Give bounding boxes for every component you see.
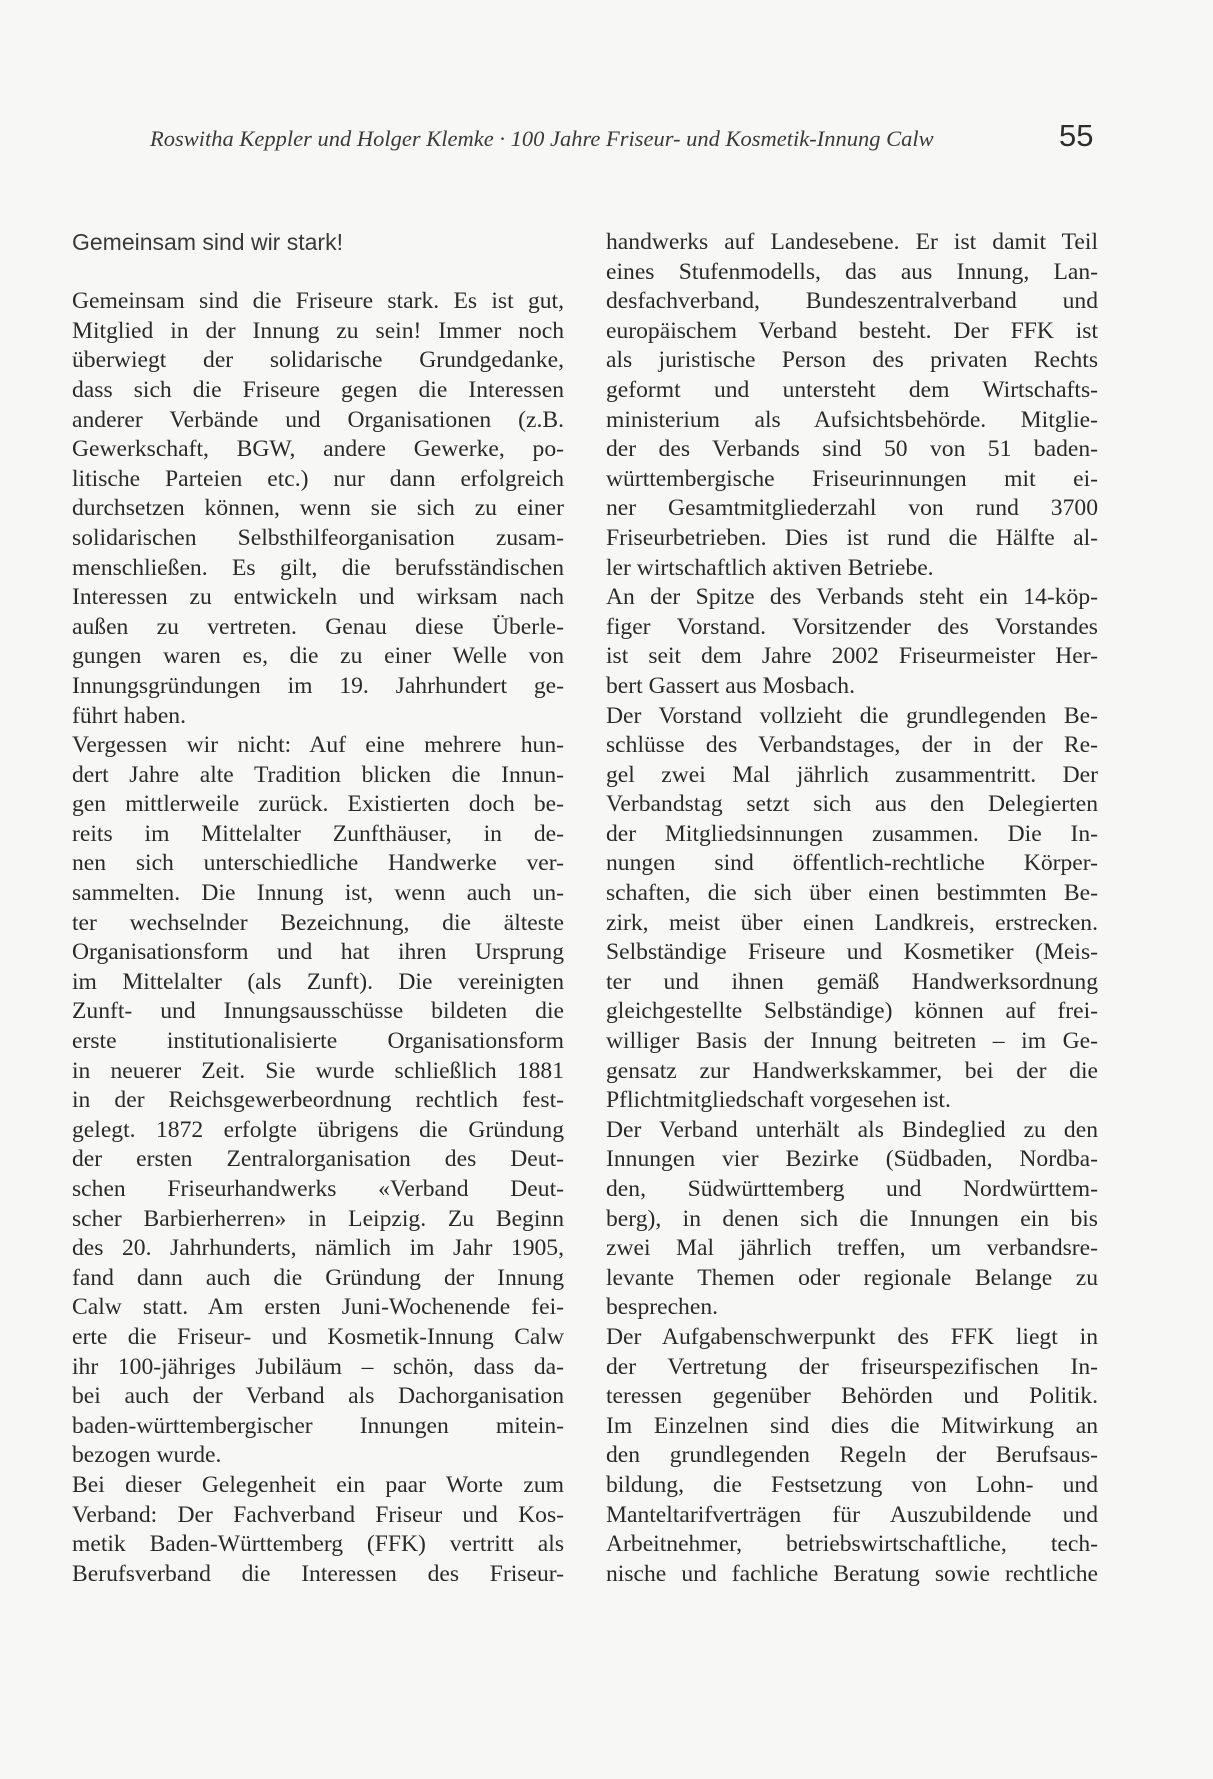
text-line: schaften, die sich über einen bestimmten Be- (606, 880, 1098, 907)
text-line: Friseurbetrieben. Dies ist rund die Hälfte al- (606, 524, 1098, 551)
text-line: gungen waren es, die zu einer Welle von (72, 643, 564, 670)
text-line: der Mitgliedsinnungen zusammen. Die In- (606, 820, 1098, 847)
text-line: menschließen. Es gilt, die berufsständischen (72, 554, 564, 581)
text-line: gensatz zur Handwerkskammer, bei der die (606, 1057, 1098, 1084)
text-line: gen mittlerweile zurück. Existierten doch be- (72, 791, 564, 818)
paragraph (606, 1323, 1098, 1589)
text-line: desfachverband, Bundeszentralverband und (606, 288, 1098, 315)
text-line: der des Verbands sind 50 von 51 baden- (606, 436, 1098, 463)
text-line: reits im Mittelalter Zunfthäuser, in de- (72, 820, 564, 847)
text-line: Im Einzelnen sind dies die Mitwirkung an (606, 1412, 1098, 1439)
text-line: williger Basis der Innung beitreten – im Ge- (606, 1028, 1098, 1055)
text-line: Berufsverband die Interessen des Friseur- (72, 1560, 564, 1587)
text-line: der ersten Zentralorganisation des Deut- (72, 1146, 564, 1173)
text-line: Mitglied in der Innung zu sein! Immer noch (72, 317, 564, 344)
paragraph (606, 1116, 1098, 1323)
text-line: schlüsse des Verbandstages, der in der Re- (606, 732, 1098, 759)
text-line: baden-württembergischer Innungen mitein- (72, 1412, 564, 1439)
text-line: der Vertretung der friseurspezifischen In- (606, 1353, 1098, 1380)
text-line: Arbeitnehmer, betriebswirtschaftliche, tech- (606, 1531, 1098, 1558)
text-line: dert Jahre alte Tradition blicken die Innun- (72, 761, 564, 788)
text-line: in der Reichsgewerbeordnung rechtlich fest- (72, 1087, 564, 1114)
text-line: den grundlegenden Regeln der Berufsaus- (606, 1442, 1098, 1469)
text-line: zirk, meist über einen Landkreis, erstrecken. (606, 909, 1098, 936)
page-number: 55 (1059, 118, 1094, 153)
text-line: Pflichtmitgliedschaft vorgesehen ist. (606, 1087, 951, 1114)
text-line: in neuerer Zeit. Sie wurde schließlich 1881 (72, 1057, 564, 1084)
text-line: handwerks auf Landesebene. Er ist damit Teil (606, 229, 1098, 255)
text-line: führt haben. (72, 702, 186, 729)
text-line: bei auch der Verband als Dachorganisation (72, 1383, 564, 1410)
text-line: schen Friseurhandwerks «Verband Deut- (72, 1176, 564, 1202)
text-line: erste institutionalisierte Organisationsform (72, 1028, 564, 1055)
text-line: Gewerkschaft, BGW, andere Gewerke, po- (72, 436, 564, 463)
text-line: Manteltarifverträgen für Auszubildende und (606, 1501, 1098, 1528)
text-line: berg), in denen sich die Innungen ein bis (606, 1205, 1098, 1232)
text-line: geformt und untersteht dem Wirtschafts- (606, 376, 1098, 403)
text-line: Innungen vier Bezirke (Südbaden, Nordba- (606, 1146, 1098, 1173)
text-line: ler wirtschaftlich aktiven Betriebe. (606, 554, 934, 581)
paragraph (72, 1471, 564, 1589)
text-line: Organisationsform und hat ihren Ursprung (72, 939, 564, 966)
right-column-body (606, 228, 1098, 1589)
text-line: Der Aufgabenschwerpunkt des FFK liegt in (606, 1323, 1098, 1350)
paragraph (606, 228, 1098, 583)
text-line: württembergische Friseurinnungen mit ei- (606, 465, 1098, 492)
text-line: europäischem Verband besteht. Der FFK ist (606, 317, 1098, 344)
text-line: anderer Verbände und Organisationen (z.B. (72, 406, 564, 433)
text-line: Gemeinsam sind die Friseure stark. Es ist gut, (72, 288, 564, 315)
text-line: scher Barbierherren» in Leipzig. Zu Beginn (72, 1205, 564, 1232)
paragraph (72, 287, 564, 731)
text-line: erte die Friseur- und Kosmetik-Innung Calw (72, 1323, 564, 1350)
text-line: nen sich unterschiedliche Handwerke ver- (72, 850, 564, 877)
text-line: besprechen. (606, 1294, 719, 1321)
text-line: bildung, die Festsetzung von Lohn- und (606, 1471, 1098, 1498)
text-line: ihr 100-jähriges Jubiläum – schön, dass da- (72, 1353, 564, 1380)
text-line: gelegt. 1872 erfolgte übrigens die Gründung (72, 1116, 564, 1143)
text-line: Zunft- und Innungsausschüsse bildeten die (72, 998, 564, 1025)
text-line: im Mittelalter (als Zunft). Die vereinigten (72, 968, 564, 995)
text-line: ter wechselnder Bezeichnung, die älteste (72, 909, 564, 936)
text-line: ist seit dem Jahre 2002 Friseurmeister Her- (606, 643, 1098, 670)
right-column (606, 228, 1098, 1589)
text-line: Vergessen wir nicht: Auf eine mehrere hun- (72, 732, 564, 759)
paragraph (606, 702, 1098, 1116)
text-line: Bei dieser Gelegenheit ein paar Worte zum (72, 1471, 564, 1498)
text-line: gleichgestellte Selbständige) können auf frei- (606, 998, 1098, 1025)
text-line: bezogen wurde. (72, 1442, 222, 1469)
text-line: überwiegt der solidarische Grundgedanke, (72, 347, 564, 374)
text-line: Calw statt. Am ersten Juni-Wochenende fei- (72, 1294, 564, 1321)
text-line: Der Verband unterhält als Bindeglied zu den (606, 1116, 1098, 1143)
text-line: Verbandstag setzt sich aus den Delegierten (606, 791, 1098, 818)
text-line: außen zu vertreten. Genau diese Überle- (72, 613, 564, 640)
text-line: teressen gegenüber Behörden und Politik. (606, 1383, 1098, 1410)
text-line: Der Vorstand vollzieht die grundlegenden Be- (606, 702, 1098, 729)
text-line: zwei Mal jährlich treffen, um verbandsre- (606, 1235, 1098, 1262)
text-line: dass sich die Friseure gegen die Interessen (72, 376, 564, 403)
text-line: gel zwei Mal jährlich zusammentritt. Der (606, 761, 1098, 788)
text-line: bert Gassert aus Mosbach. (606, 672, 855, 699)
left-column (72, 228, 564, 1589)
text-line: ministerium als Aufsichtsbehörde. Mitglie- (606, 406, 1098, 433)
text-line: den, Südwürttemberg und Nordwürttem- (606, 1176, 1098, 1202)
text-line: An der Spitze des Verbands steht ein 14-köp- (606, 584, 1098, 611)
text-line: Interessen zu entwickeln und wirksam nach (72, 584, 564, 611)
text-line: nische und fachliche Beratung sowie rechtliche (606, 1560, 1098, 1587)
text-line: sammelten. Die Innung ist, wenn auch un- (72, 880, 564, 907)
paragraph (72, 731, 564, 1471)
text-line: durchsetzen können, wenn sie sich zu einer (72, 495, 564, 522)
text-line: des 20. Jahrhunderts, nämlich im Jahr 1905, (72, 1235, 564, 1262)
text-line: levante Themen oder regionale Belange zu (606, 1264, 1098, 1291)
text-line: fand dann auch die Gründung der Innung (72, 1264, 564, 1291)
text-line: metik Baden-Württemberg (FFK) vertritt als (72, 1531, 564, 1558)
text-line: Selbständige Friseure und Kosmetiker (Meis- (606, 939, 1098, 966)
running-head: Roswitha Keppler und Holger Klemke · 100 Jahre Friseur- und Kosmetik-Innung Calw (150, 126, 934, 151)
section-title: Gemeinsam sind wir stark! (72, 229, 343, 255)
text-line: Verband: Der Fachverband Friseur und Kos- (72, 1501, 564, 1528)
text-line: figer Vorstand. Vorsitzender des Vorstandes (606, 613, 1098, 640)
text-line: solidarischen Selbsthilfeorganisation zusam- (72, 524, 564, 551)
text-line: eines Stufenmodells, das aus Innung, Lan- (606, 258, 1098, 285)
left-column-body (72, 287, 564, 1589)
text-line: ter und ihnen gemäß Handwerksordnung (606, 968, 1098, 995)
paragraph (606, 583, 1098, 701)
text-line: nungen sind öffentlich-rechtliche Körper- (606, 850, 1098, 877)
text-line: Innungsgründungen im 19. Jahrhundert ge- (72, 672, 564, 699)
spacer (72, 258, 564, 288)
text-line: als juristische Person des privaten Rechts (606, 347, 1098, 374)
text-line: ner Gesamtmitgliederzahl von rund 3700 (606, 495, 1098, 522)
text-line: litische Parteien etc.) nur dann erfolgreich (72, 465, 564, 492)
